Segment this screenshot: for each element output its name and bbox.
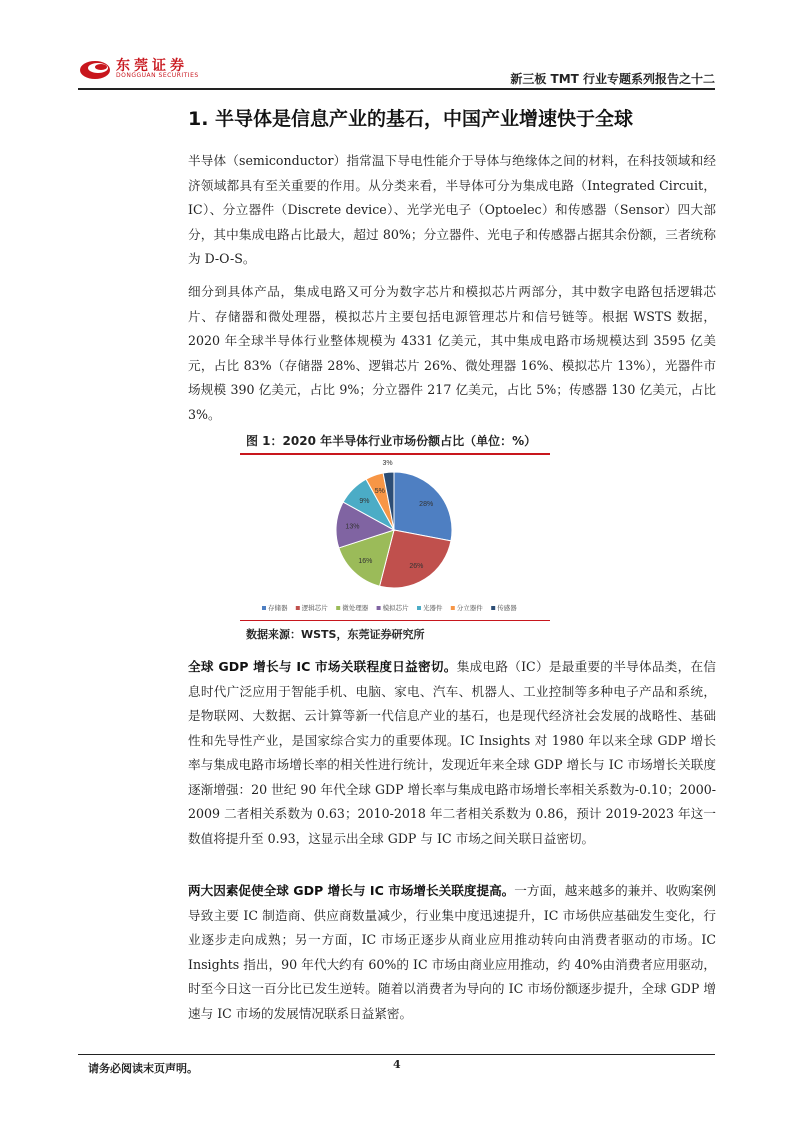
paragraph-lead-gdp-ic: 全球 GDP 增长与 IC 市场关联程度日益密切。 (188, 659, 457, 674)
logo-brand-cn: 东莞证券 (116, 58, 188, 74)
legend-label-4: 模拟芯片 (382, 604, 409, 612)
paragraph-semiconductor-definition: 半导体（semiconductor）指常温下导电性能介于导体与绝缘体之间的材料，在科技领域和经济领域都具有至关重要的作用。从分类来看，半导体可分为集成电路（Integrated Circuit，IC）、分立器件（Discrete device）、光学光电子（Optoelec）和传感器（Sensor）四大部分，其中集成电路占比最大，超过 80%；分立器件、光电子和传感器占据其余份额，三者统称为 D-O-S。 (188, 153, 716, 266)
legend-label-1: 存储器 (268, 604, 288, 612)
legend-label-5: 光器件 (423, 604, 443, 612)
pie-data-label-4: 13% (345, 523, 360, 531)
logo-swirl-icon (78, 55, 114, 83)
legend-swatch-2 (296, 606, 300, 610)
paragraph-body-two-factors: 一方面，越来越多的兼并、收购案例导致主要 IC 制造商、供应商数量减少，行业集中度迅速提升，IC 市场供应基础发生变化，行业逐步走向成熟；另一方面，IC 市场正逐步从商业应用推动转向由消费者驱动的市场。IC Insights 指出，90 年代大约有 60%的 IC 市场由商业应用推动，约 40%由消费者应用驱动，时至今日这一百分比已发生逆转。随着以消费者为导向的 IC 市场份额逐步提升，全球 GDP 增速与 IC 市场的发展情况联系日益紧密。 (188, 883, 716, 1021)
legend-label-2: 逻辑芯片 (301, 604, 328, 612)
pie-data-label-1: 28% (419, 500, 434, 508)
company-logo (78, 55, 218, 85)
legend-swatch-3 (336, 606, 340, 610)
paragraph-gdp-ic-correlation (188, 655, 716, 851)
legend-label-3: 微处理器 (342, 604, 369, 612)
legend-swatch-7 (491, 606, 495, 610)
legend-swatch-4 (377, 606, 381, 610)
pie-data-label-2: 26% (409, 562, 424, 570)
footer-divider (78, 1054, 715, 1055)
pie-data-label-3: 16% (358, 557, 373, 565)
report-series-title: 新三板 TMT 行业专题系列报告之十二 (510, 72, 715, 86)
legend-swatch-1 (262, 606, 266, 610)
figure-bottom-rule (240, 620, 550, 621)
legend-swatch-6 (451, 606, 455, 610)
section-heading: 1. 半导体是信息产业的基石，中国产业增速快于全球 (188, 108, 634, 130)
pie-data-label-6: 5% (374, 488, 385, 496)
header-divider (78, 88, 715, 90)
pie-data-label-7: 3% (382, 459, 393, 467)
figure-source: 数据来源：WSTS，东莞证券研究所 (246, 628, 425, 641)
legend-label-7: 传感器 (497, 604, 517, 612)
pie-data-label-5: 9% (359, 497, 370, 505)
logo-brand-en: DONGGUAN SECURITIES (116, 72, 199, 79)
market-share-pie-chart (240, 455, 550, 620)
legend-swatch-5 (417, 606, 421, 610)
paragraph-two-factors (188, 879, 716, 1026)
figure-title: 图 1：2020 年半导体行业市场份额占比（单位：%） (246, 434, 537, 448)
paragraph-lead-two-factors: 两大因素促使全球 GDP 增长与 IC 市场增长关联度提高。 (188, 883, 515, 898)
page-number: 4 (393, 1058, 401, 1071)
paragraph-body-gdp-ic: 集成电路（IC）是最重要的半导体品类，在信息时代广泛应用于智能手机、电脑、家电、汽车、机器人、工业控制等多种电子产品和系统，是物联网、大数据、云计算等新一代信息产业的基石，也是现代经济社会发展的战略性、基础性和先导性产业，是国家综合实力的重要体现。IC Insights 对 1980 年以来全球 GDP 增长率与集成电路市场增长率的相关性进行统计，发现近年来全球 GDP 增长与 IC 市场增长关联度逐渐增强：20 世纪 90 年代全球 GDP 增长率与集成电路市场增长率相关系数为-0.10；2000-2009 二者相关系数为 0.63；2010-2018 年二者相关系数为 0.86，预计 2019-2023 年这一数值将提升至 0.93，这显示出全球 GDP 与 IC 市场之间关联日益密切。 (188, 659, 716, 846)
disclaimer-note: 请务必阅读末页声明。 (88, 1062, 198, 1075)
paragraph-market-breakdown: 细分到具体产品，集成电路又可分为数字芯片和模拟芯片两部分，其中数字电路包括逻辑芯片、存储器和微处理器，模拟芯片主要包括电源管理芯片和信号链等。根据 WSTS 数据，2020 年全球半导体行业整体规模为 4331 亿美元，其中集成电路市场规模达到 3595 亿美元，占比 83%（存储器 28%、逻辑芯片 26%、微处理器 16%、模拟芯片 13%），光器件市场规模 390 亿美元，占比 9%；分立器件 217 亿美元，占比 5%；传感器 130 亿美元，占比 3%。 (188, 284, 716, 422)
legend-label-6: 分立器件 (456, 604, 483, 612)
